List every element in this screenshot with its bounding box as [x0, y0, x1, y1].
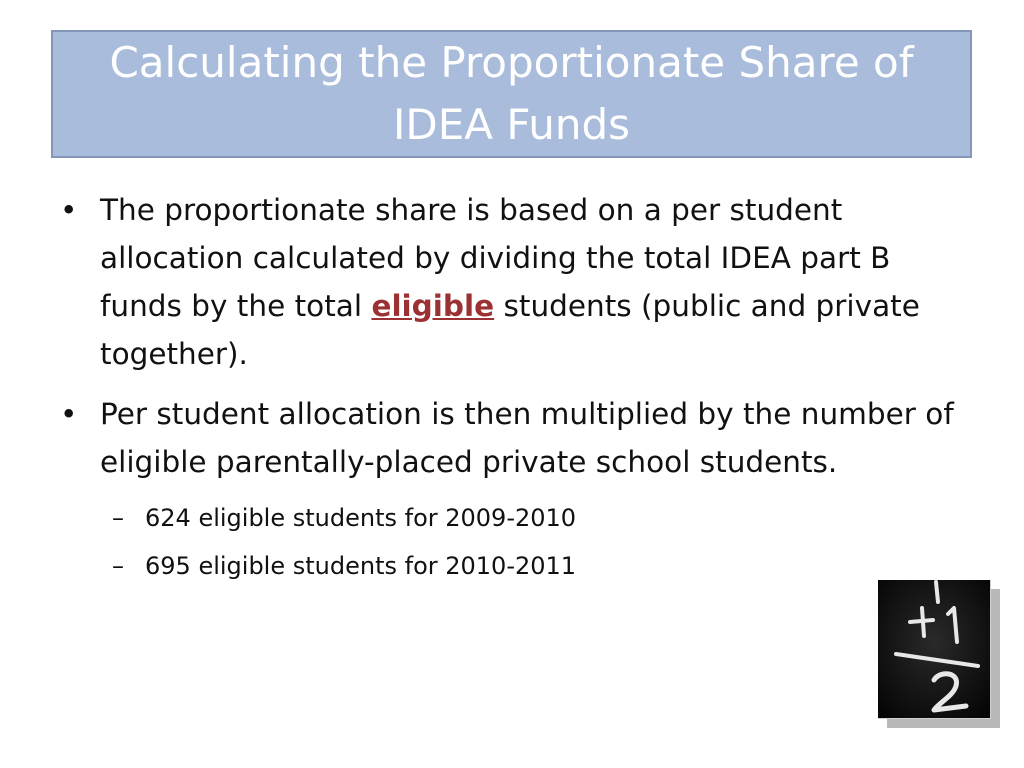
bullet-1-text-end: students (public and private together).: [100, 289, 920, 371]
title-line-2: IDEA Funds: [393, 100, 630, 149]
dash-marker: –: [112, 552, 124, 580]
chalkboard-math-icon: [878, 580, 991, 719]
sub-bullet-item: [60, 542, 960, 590]
bullet-marker: •: [60, 397, 78, 431]
slide-title: [99, 32, 923, 156]
eligible-link[interactable]: eligible: [371, 289, 495, 323]
dash-marker: –: [112, 504, 124, 532]
sub-bullet-item: [60, 494, 960, 542]
bullet-item: [60, 186, 960, 378]
bullet-1-text-start: The proportionate share is based on a per student allocation calculated by dividing the total IDEA part B funds by the total: [100, 193, 891, 323]
bullet-item: [60, 390, 960, 486]
title-box: [51, 30, 972, 158]
sub-bullet-2-text: 695 eligible students for 2010-2011: [145, 552, 577, 580]
title-line-1: Calculating the Proportionate Share of: [109, 38, 914, 87]
bullet-2-text: Per student allocation is then multiplied by the number of eligible parentally-placed private school students.: [100, 397, 954, 479]
sub-bullet-1-text: 624 eligible students for 2009-2010: [145, 504, 577, 532]
bullet-marker: •: [60, 193, 78, 227]
sub-bullet-list: [60, 494, 960, 590]
slide-body: [60, 186, 960, 590]
